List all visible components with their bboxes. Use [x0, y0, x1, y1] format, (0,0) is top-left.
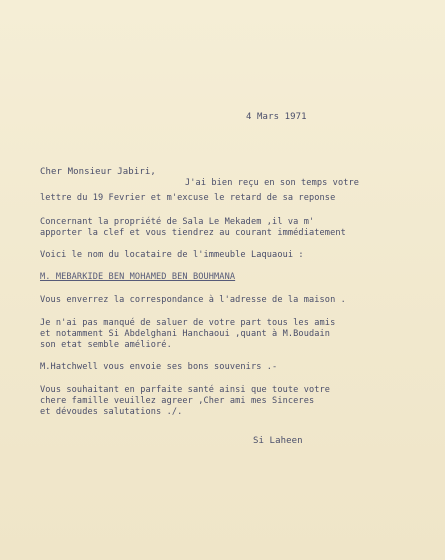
paragraph-2-line-2: apporter la clef et vous tiendrez au courant immédiatement — [40, 228, 346, 238]
salutation: Cher Monsieur Jabiri, — [40, 167, 156, 177]
paragraph-5-line-3: son etat semble amélioré. — [40, 340, 172, 350]
paragraph-7-line-1: Vous souhaitant en parfaite santé ainsi que toute votre — [40, 385, 331, 395]
paragraph-3: Voici le nom du locataire de l'immeuble Laquaoui : — [40, 250, 304, 260]
tenant-name: M. MEBARKIDE BEN MOHAMED BEN BOUHMANA — [40, 272, 236, 282]
paragraph-1-line-1: J'ai bien reçu en son temps votre — [185, 178, 360, 188]
letter-date: 4 Mars 1971 — [246, 112, 307, 122]
paragraph-7-line-2: chere famille veuillez agreer ,Cher ami mes Sinceres — [40, 396, 315, 406]
paragraph-5-line-1: Je n'ai pas manqué de saluer de votre part tous les amis — [40, 318, 336, 328]
paragraph-2-line-1: Concernant la propriété de Sala Le Mekadem ,il va m' — [40, 217, 315, 227]
paragraph-5-line-2: et notamment Si Abdelghani Hanchaoui ,quant à M.Boudain — [40, 329, 331, 339]
paragraph-6: M.Hatchwell vous envoie ses bons souvenirs .- — [40, 362, 278, 372]
paragraph-1-line-2: lettre du 19 Fevrier et m'excuse le retard de sa reponse — [40, 193, 336, 203]
signature: Si Laheen — [253, 436, 303, 446]
paragraph-4: Vous enverrez la correspondance à l'adresse de la maison . — [40, 295, 346, 305]
paragraph-7-line-3: et dévoudes salutations ./. — [40, 407, 183, 417]
